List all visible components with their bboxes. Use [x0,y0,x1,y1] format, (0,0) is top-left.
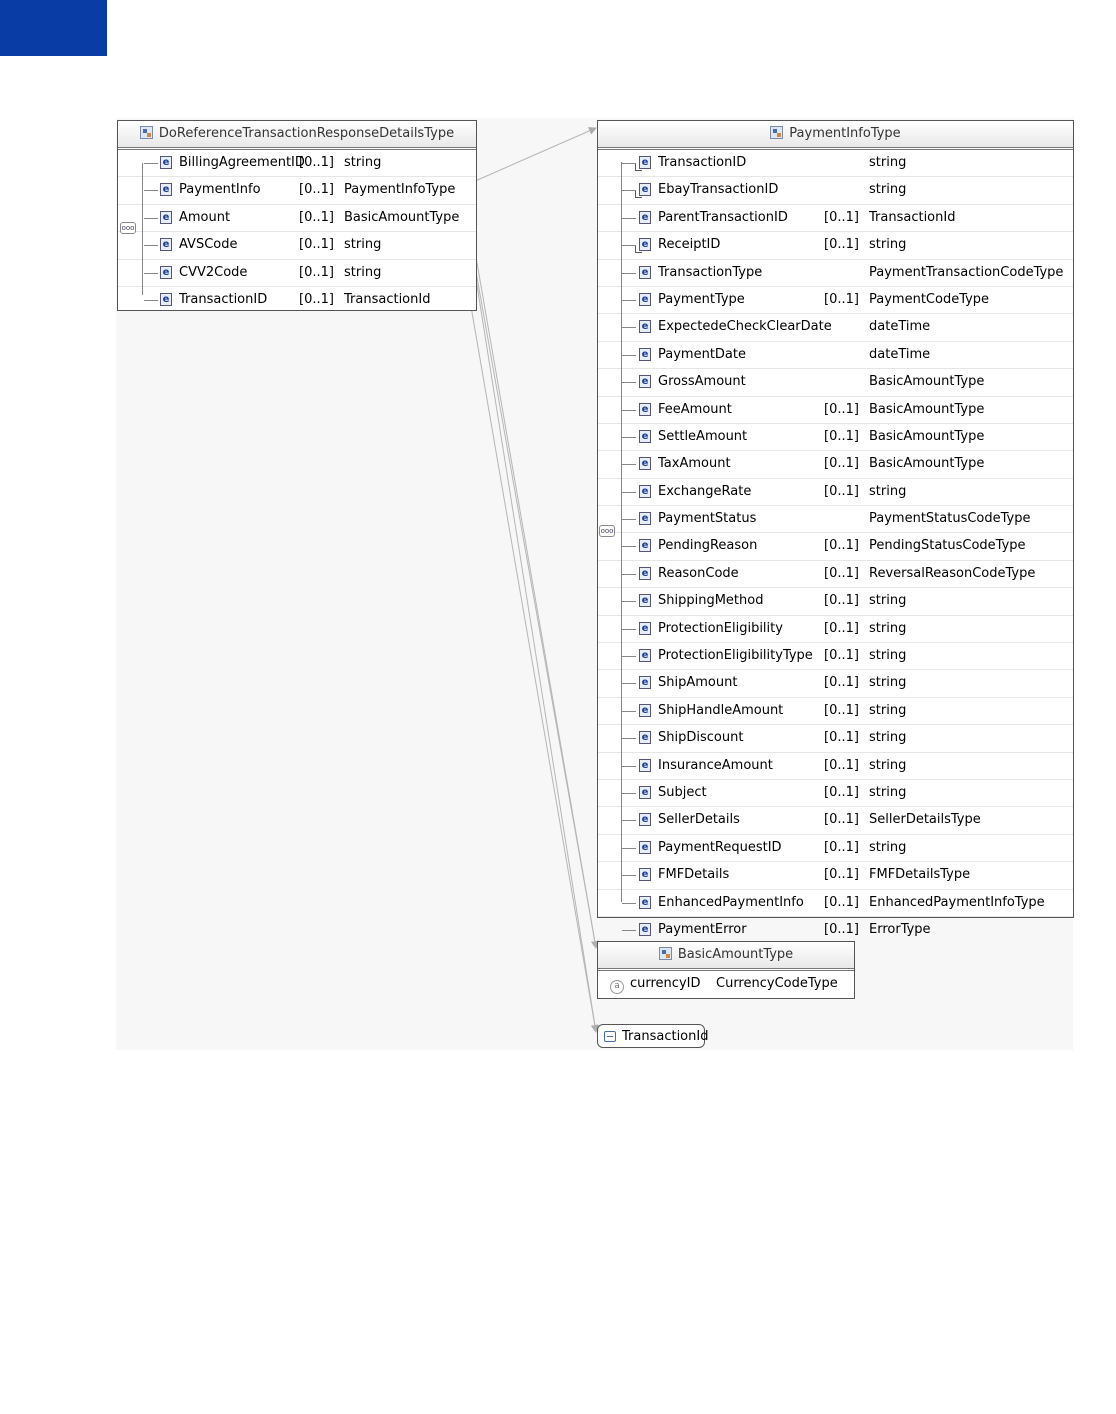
element-name: FMFDetails [658,867,730,883]
element-icon: e [160,293,172,306]
element-type: PendingStatusCodeType [869,538,1026,554]
tree-connector [144,300,158,301]
element-row[interactable] [598,451,1073,478]
left-sequence-icon[interactable]: ooo [121,224,135,232]
element-icon: e [639,293,651,306]
element-icon: e [639,676,651,689]
tree-connector [622,492,636,493]
element-icon: e [639,512,651,525]
element-cardinality: [0..1] [824,675,859,691]
element-row[interactable] [598,725,1073,752]
element-row[interactable] [598,588,1073,615]
tree-connector [622,903,636,904]
element-type: string [869,182,907,198]
connector-transactionid-a [468,289,596,1032]
element-icon: e [639,457,651,470]
element-icon: e [639,731,651,744]
element-name: Subject [658,784,707,800]
attribute-icon: a [610,980,624,994]
element-name: ReceiptID [658,237,721,253]
tree-connector [622,410,636,411]
tree-connector [622,327,636,328]
element-type: BasicAmountType [869,374,985,390]
tree-connector [622,382,636,383]
element-cardinality: [0..1] [824,921,859,937]
element-row[interactable] [598,561,1073,588]
element-cardinality: [0..1] [824,209,859,225]
element-type: string [869,593,907,609]
element-name: EbayTransactionID [658,182,779,198]
tree-connector [622,519,636,520]
element-cardinality: [0..1] [824,593,859,609]
element-row[interactable] [598,698,1073,725]
element-cardinality: [0..1] [824,702,859,718]
element-icon: e [639,868,651,881]
element-icon: e [160,238,172,251]
element-row[interactable] [598,835,1073,862]
element-icon: e [639,704,651,717]
tree-connector [622,218,636,219]
element-cardinality: [0..1] [824,894,859,910]
tree-connector [622,163,636,164]
element-row[interactable] [598,643,1073,670]
element-name: FeeAmount [658,401,732,417]
element-name: SellerDetails [658,812,740,828]
element-type: dateTime [869,319,931,335]
element-type: BasicAmountType [869,401,985,417]
element-name: PaymentError [658,921,747,937]
left-tree-line [142,163,143,295]
element-name: ShippingMethod [658,593,764,609]
element-icon: e [639,759,651,772]
element-name: ShipHandleAmount [658,702,784,718]
simple-type-icon [604,1031,616,1042]
element-row[interactable] [598,314,1073,341]
element-cardinality: [0..1] [299,182,334,198]
tree-connector [622,437,636,438]
element-cardinality: [0..1] [824,730,859,746]
tree-connector [144,190,158,191]
right-box-header [598,121,1073,150]
complex-type-icon [140,126,153,139]
tree-connector [622,766,636,767]
element-type: EnhancedPaymentInfoType [869,894,1045,910]
element-cardinality: [0..1] [299,237,334,253]
element-icon: e [639,896,651,909]
element-ref-icon: e [639,183,651,196]
element-type: TransactionId [869,209,956,225]
element-row[interactable] [118,232,476,259]
attribute-row[interactable] [598,971,854,997]
element-name: SettleAmount [658,428,748,444]
payment-info-type-box[interactable] [597,120,1074,937]
connector-transactionid-b [476,279,596,1032]
element-type: BasicAmountType [869,456,985,472]
element-type: string [869,620,907,636]
element-type: TransactionId [344,291,431,307]
element-icon: e [639,786,651,799]
element-name: PaymentInfo [179,182,261,198]
element-icon: e [639,813,651,826]
element-name: PaymentRequestID [658,839,782,855]
element-name: ShipDiscount [658,730,744,746]
element-type: string [344,264,382,280]
tree-connector [622,875,636,876]
element-type: PaymentInfoType [344,182,456,198]
element-cardinality: [0..1] [824,401,859,417]
connector-paymentinfo [466,128,596,185]
element-type: string [869,839,907,855]
element-name: TransactionID [179,291,268,307]
left-box-rows [118,150,476,313]
tree-connector [144,273,158,274]
element-row[interactable] [598,780,1073,807]
element-name: ProtectionEligibilityType [658,648,813,664]
basic-amount-box-title: BasicAmountType [677,947,794,962]
element-icon: e [639,348,651,361]
element-icon: e [639,485,651,498]
element-type: string [869,730,907,746]
right-tree-line [621,162,622,902]
element-type: string [344,237,382,253]
transaction-id-title: TransactionId [622,1029,709,1044]
element-row[interactable] [118,205,476,232]
element-type: ErrorType [869,921,931,937]
element-row[interactable] [598,862,1073,889]
element-name: TransactionType [658,264,763,280]
element-name: TransactionID [658,155,747,170]
attribute-name: currencyID [630,976,701,991]
basic-amount-type-box[interactable] [597,941,855,999]
element-row[interactable] [598,890,1073,917]
element-cardinality: [0..1] [299,155,334,170]
element-row[interactable] [598,670,1073,697]
tree-connector [144,163,158,164]
tree-connector [622,601,636,602]
tree-connector [622,738,636,739]
element-cardinality: [0..1] [824,428,859,444]
element-cardinality: [0..1] [824,784,859,800]
element-type: string [869,675,907,691]
element-type: PaymentStatusCodeType [869,511,1031,527]
element-type: BasicAmountType [344,209,460,225]
element-name: GrossAmount [658,374,746,390]
element-row[interactable] [598,397,1073,424]
element-cardinality: [0..1] [299,291,334,307]
element-icon: e [639,430,651,443]
element-name: PaymentDate [658,346,746,362]
element-row[interactable] [598,807,1073,834]
complex-type-icon [659,947,672,960]
element-row[interactable] [598,917,1073,943]
element-row[interactable] [598,232,1073,259]
tree-connector [622,711,636,712]
element-row[interactable] [598,506,1073,533]
basic-amount-box-header [598,942,854,971]
element-type: string [344,155,382,170]
tree-connector [622,820,636,821]
tree-connector [622,300,636,301]
element-type: string [869,648,907,664]
element-name: PaymentType [658,291,745,307]
right-sequence-icon[interactable]: ooo [600,527,614,535]
element-icon: e [639,266,651,279]
element-name: InsuranceAmount [658,757,773,773]
element-row[interactable] [598,753,1073,780]
tree-connector [622,683,636,684]
element-icon: e [639,567,651,580]
tree-connector [622,273,636,274]
element-name: EnhancedPaymentInfo [658,894,804,910]
element-cardinality: [0..1] [824,538,859,554]
element-icon: e [160,183,172,196]
element-row[interactable] [598,260,1073,287]
tree-connector [622,930,636,931]
element-cardinality: [0..1] [299,264,334,280]
element-icon: e [639,320,651,333]
element-row[interactable] [118,150,476,177]
element-cardinality: [0..1] [824,483,859,499]
element-row[interactable] [118,177,476,204]
element-icon: e [639,923,651,936]
complex-type-icon [770,126,783,139]
element-icon: e [639,649,651,662]
element-row[interactable] [598,533,1073,560]
element-name: PaymentStatus [658,511,757,527]
element-type: PaymentCodeType [869,291,990,307]
element-icon: e [639,403,651,416]
element-cardinality: [0..1] [824,757,859,773]
element-name: TaxAmount [658,456,731,472]
element-cardinality: [0..1] [824,812,859,828]
element-row[interactable] [598,150,1073,177]
left-box-header [118,121,476,150]
element-ref-icon: e [639,156,651,169]
element-type: string [869,702,907,718]
left-box-title: DoReferenceTransactionResponseDetailsType [158,126,455,141]
tree-connector [622,574,636,575]
element-name: AVSCode [179,237,238,253]
element-row[interactable] [598,479,1073,506]
element-name: BillingAgreementID [179,155,305,170]
element-type: FMFDetailsType [869,867,971,883]
element-cardinality: [0..1] [824,648,859,664]
element-type: SellerDetailsType [869,812,981,828]
element-type: string [869,155,907,170]
element-cardinality: [0..1] [824,839,859,855]
element-cardinality: [0..1] [824,565,859,581]
element-icon: e [160,266,172,279]
do-reference-transaction-response-details-type-box[interactable] [117,120,477,311]
element-type: string [869,483,907,499]
tree-connector [622,629,636,630]
element-type: dateTime [869,346,931,362]
element-row[interactable] [598,616,1073,643]
element-icon: e [160,156,172,169]
element-row[interactable] [598,342,1073,369]
element-name: ShipAmount [658,675,738,691]
element-cardinality: [0..1] [824,291,859,307]
element-name: PendingReason [658,538,758,554]
element-icon: e [160,211,172,224]
element-name: CVV2Code [179,264,248,280]
element-icon: e [639,375,651,388]
element-icon: e [639,622,651,635]
element-type: string [869,237,907,253]
element-cardinality: [0..1] [824,867,859,883]
connector-amount-b [475,266,596,948]
element-name: ReasonCode [658,565,739,581]
tree-connector [622,190,636,191]
element-ref-icon: e [639,238,651,251]
tree-connector [622,546,636,547]
tree-connector [622,793,636,794]
element-name: ExpectedeCheckClearDate [658,319,832,335]
element-icon: e [639,539,651,552]
element-icon: e [639,841,651,854]
element-type: string [869,757,907,773]
element-row[interactable] [598,287,1073,314]
element-cardinality: [0..1] [824,237,859,253]
element-name: Amount [179,209,231,225]
element-icon: e [639,594,651,607]
tree-connector [622,464,636,465]
element-cardinality: [0..1] [299,209,334,225]
tree-connector [622,848,636,849]
right-box-rows [598,150,1073,943]
element-type: string [869,784,907,800]
element-type: ReversalReasonCodeType [869,565,1036,581]
element-row[interactable] [598,424,1073,451]
element-row[interactable] [598,369,1073,396]
element-name: ParentTransactionID [658,209,788,225]
tree-connector [144,218,158,219]
tree-connector [144,245,158,246]
element-type: PaymentTransactionCodeType [869,264,1064,280]
element-row[interactable] [598,205,1073,232]
element-row[interactable] [598,177,1073,204]
element-cardinality: [0..1] [824,456,859,472]
tree-connector [622,245,636,246]
right-box-title: PaymentInfoType [789,126,901,141]
element-row[interactable] [118,287,476,313]
tree-connector [622,355,636,356]
element-type: BasicAmountType [869,428,985,444]
tree-connector [622,656,636,657]
transaction-id-simple-type[interactable] [597,1024,709,1048]
element-cardinality: [0..1] [824,620,859,636]
attribute-type: CurrencyCodeType [716,976,838,991]
element-icon: e [639,211,651,224]
element-name: ProtectionEligibility [658,620,783,636]
element-row[interactable] [118,260,476,287]
element-name: ExchangeRate [658,483,752,499]
